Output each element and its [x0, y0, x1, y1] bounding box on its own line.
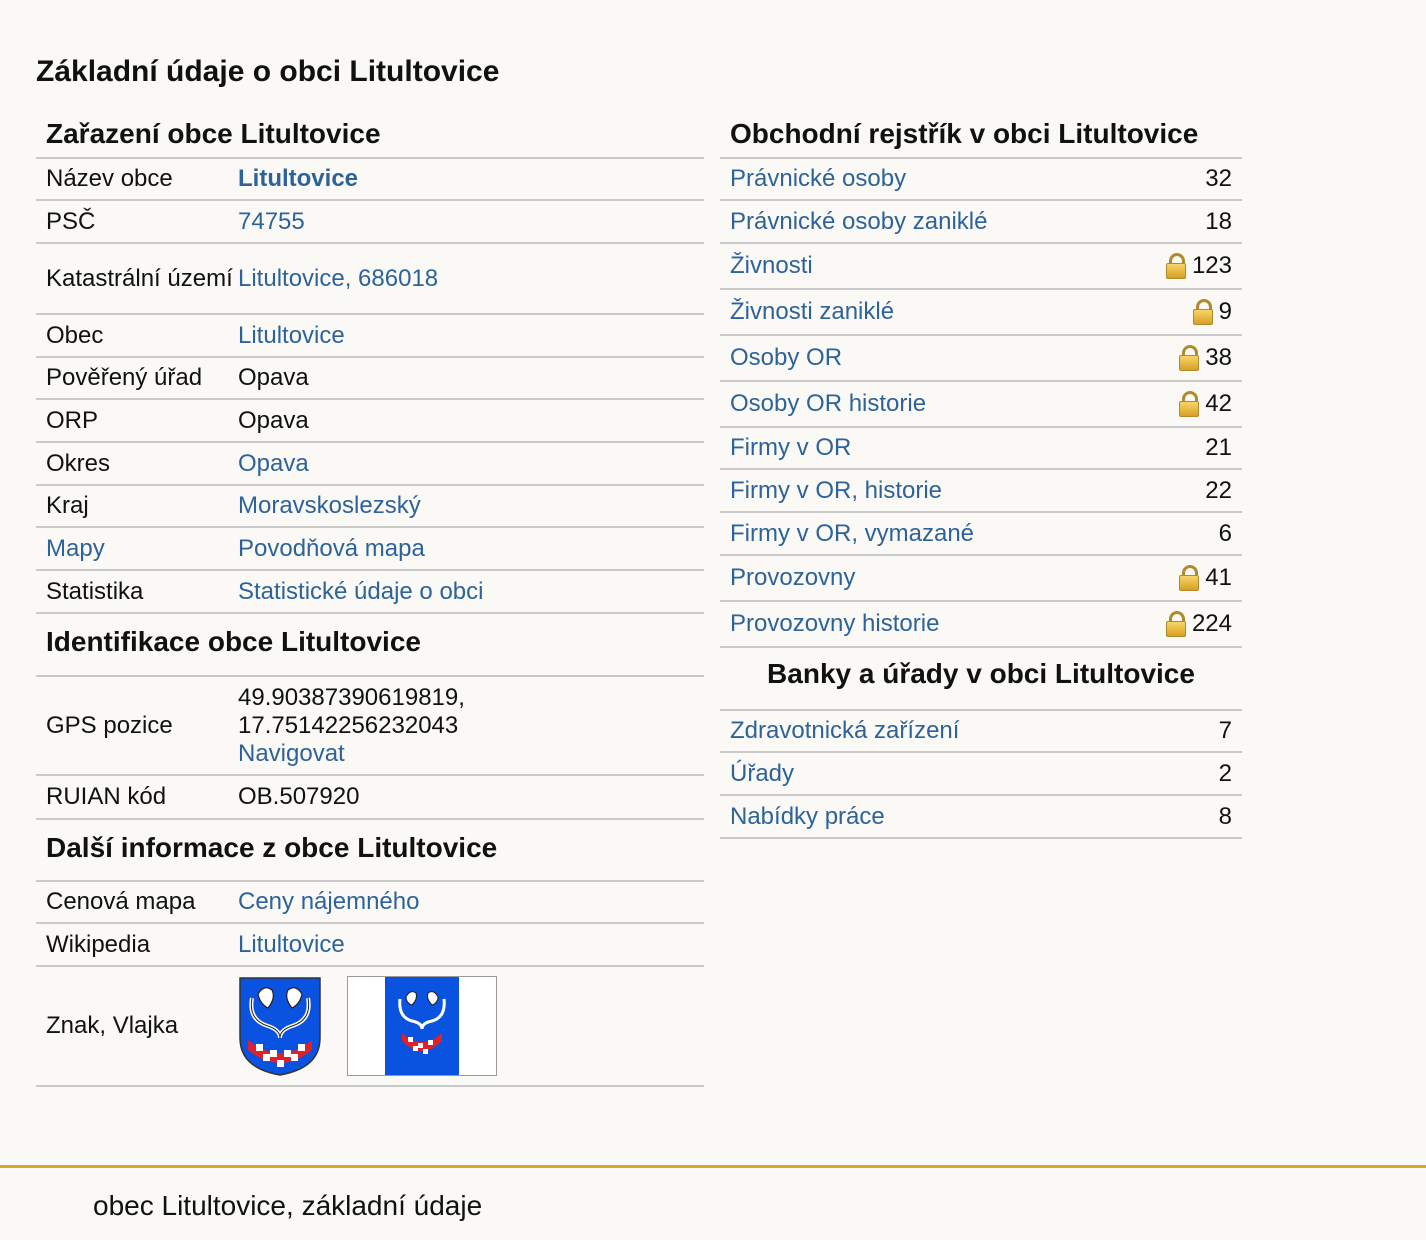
- link-katastralni-uzemi[interactable]: Litultovice, 686018: [238, 264, 439, 292]
- list-item: [720, 513, 1242, 556]
- list-item: [720, 796, 1242, 839]
- lock-icon: [1179, 391, 1199, 417]
- emblems: [238, 976, 704, 1076]
- coat-of-arms-image[interactable]: [238, 976, 322, 1076]
- row-nazev-obce: [36, 159, 704, 201]
- link-zivnosti-zanikle[interactable]: Živnosti zaniklé: [730, 298, 895, 325]
- row-povereny-urad: [36, 358, 704, 400]
- link-ceny-najemneho[interactable]: Ceny nájemného: [238, 888, 420, 915]
- page-title: Základní údaje o obci Litultovice: [36, 55, 500, 88]
- count: 42: [1205, 390, 1232, 417]
- footer-divider: [0, 1165, 1426, 1168]
- section-heading-obchodni-rejstrik: Obchodní rejstřík v obci Litultovice: [720, 108, 1242, 159]
- section-heading-banky-urady: Banky a úřady v obci Litultovice: [720, 648, 1242, 711]
- gps-longitude: 17.75142256232043: [238, 711, 459, 739]
- row-key: RUIAN kód: [46, 783, 167, 810]
- list-item: [720, 602, 1242, 648]
- row-key: Cenová mapa: [46, 888, 196, 915]
- row-wikipedia: [36, 924, 704, 967]
- list-item: [720, 201, 1242, 244]
- row-gps: [36, 677, 704, 776]
- row-key: Název obce: [46, 165, 173, 192]
- count: 22: [1205, 476, 1232, 504]
- list-item: [720, 336, 1242, 382]
- row-obec: [36, 315, 704, 358]
- gps-latitude: 49.90387390619819,: [238, 683, 465, 711]
- link-nazev-obce[interactable]: Litultovice: [238, 165, 359, 192]
- row-key: GPS pozice: [46, 711, 173, 739]
- count: 6: [1218, 519, 1232, 547]
- row-key: Okres: [46, 449, 111, 477]
- gps-value: [238, 684, 704, 768]
- row-statistika: [36, 571, 704, 614]
- row-psc: [36, 201, 704, 244]
- link-kraj[interactable]: Moravskoslezský: [238, 492, 421, 519]
- list-item: [720, 382, 1242, 428]
- row-okres: [36, 443, 704, 486]
- row-mapy: [36, 528, 704, 571]
- list-item: [720, 244, 1242, 290]
- lock-icon: [1166, 611, 1186, 637]
- row-katastralni-uzemi: [36, 244, 704, 315]
- count: 224: [1191, 610, 1232, 637]
- count: 38: [1205, 344, 1232, 371]
- count: 41: [1205, 564, 1232, 591]
- row-key: Wikipedia: [46, 930, 151, 958]
- list-item: [720, 711, 1242, 753]
- row-znak-vlajka: [36, 967, 704, 1087]
- footer-text: obec Litultovice, základní údaje: [93, 1190, 483, 1221]
- link-osoby-or-historie[interactable]: Osoby OR historie: [730, 390, 927, 417]
- row-key: PSČ: [46, 207, 96, 235]
- link-zdravotnicka-zarizeni[interactable]: Zdravotnická zařízení: [730, 717, 960, 744]
- link-urady[interactable]: Úřady: [730, 759, 795, 787]
- count: 21: [1205, 434, 1232, 461]
- row-value: Opava: [238, 364, 309, 391]
- section-heading-zarazeni: Zařazení obce Litultovice: [36, 108, 704, 159]
- flag-image[interactable]: [347, 976, 497, 1076]
- link-firmy-v-or-vymazane[interactable]: Firmy v OR, vymazané: [730, 519, 975, 547]
- lock-icon: [1179, 565, 1199, 591]
- row-key: ORP: [46, 406, 99, 434]
- link-statisticke-udaje[interactable]: Statistické údaje o obci: [238, 577, 484, 605]
- link-pravnicke-osoby[interactable]: Právnické osoby: [730, 165, 907, 192]
- link-obec[interactable]: Litultovice: [238, 321, 345, 349]
- row-key: Pověřený úřad: [46, 364, 203, 391]
- link-provozovny[interactable]: Provozovny: [730, 564, 856, 591]
- link-firmy-v-or-historie[interactable]: Firmy v OR, historie: [730, 476, 943, 504]
- list-item: [720, 753, 1242, 796]
- row-key: Statistika: [46, 577, 144, 605]
- row-key: Katastrální území: [46, 264, 233, 292]
- link-navigovat[interactable]: Navigovat: [238, 739, 345, 767]
- row-key: Znak, Vlajka: [46, 1012, 179, 1039]
- row-key: Kraj: [46, 492, 89, 519]
- link-povodnova-mapa[interactable]: Povodňová mapa: [238, 534, 425, 562]
- link-pravnicke-osoby-zanikle[interactable]: Právnické osoby zaniklé: [730, 207, 988, 235]
- section-heading-identifikace: Identifikace obce Litultovice: [36, 614, 704, 677]
- link-wikipedia[interactable]: Litultovice: [238, 930, 345, 958]
- count: 32: [1205, 165, 1232, 192]
- lock-icon: [1193, 299, 1213, 325]
- link-zivnosti[interactable]: Živnosti: [730, 252, 813, 279]
- list-item: [720, 470, 1242, 513]
- link-mapy[interactable]: Mapy: [46, 534, 105, 562]
- row-orp: [36, 400, 704, 443]
- row-cenova-mapa: [36, 882, 704, 924]
- list-item: [720, 159, 1242, 201]
- link-provozovny-historie[interactable]: Provozovny historie: [730, 610, 940, 637]
- link-nabidky-prace[interactable]: Nabídky práce: [730, 802, 885, 830]
- row-key: Obec: [46, 321, 104, 349]
- count: 9: [1218, 298, 1232, 325]
- row-ruian: [36, 776, 704, 820]
- link-okres[interactable]: Opava: [238, 449, 309, 477]
- count: 18: [1205, 207, 1232, 235]
- link-osoby-or[interactable]: Osoby OR: [730, 344, 843, 371]
- left-column: [36, 108, 704, 1087]
- row-value: Opava: [238, 406, 309, 434]
- lock-icon: [1166, 253, 1186, 279]
- count: 8: [1218, 802, 1232, 830]
- link-psc[interactable]: 74755: [238, 207, 305, 235]
- list-item: [720, 556, 1242, 602]
- list-item: [720, 290, 1242, 336]
- count: 123: [1191, 252, 1232, 279]
- section-heading-dalsi: Další informace z obce Litultovice: [36, 820, 704, 882]
- right-column: [720, 108, 1242, 839]
- count: 7: [1218, 717, 1232, 744]
- lock-icon: [1179, 345, 1199, 371]
- count: 2: [1218, 759, 1232, 787]
- link-firmy-v-or[interactable]: Firmy v OR: [730, 434, 852, 461]
- ruian-value: OB.507920: [238, 783, 360, 810]
- row-kraj: [36, 486, 704, 528]
- list-item: [720, 428, 1242, 470]
